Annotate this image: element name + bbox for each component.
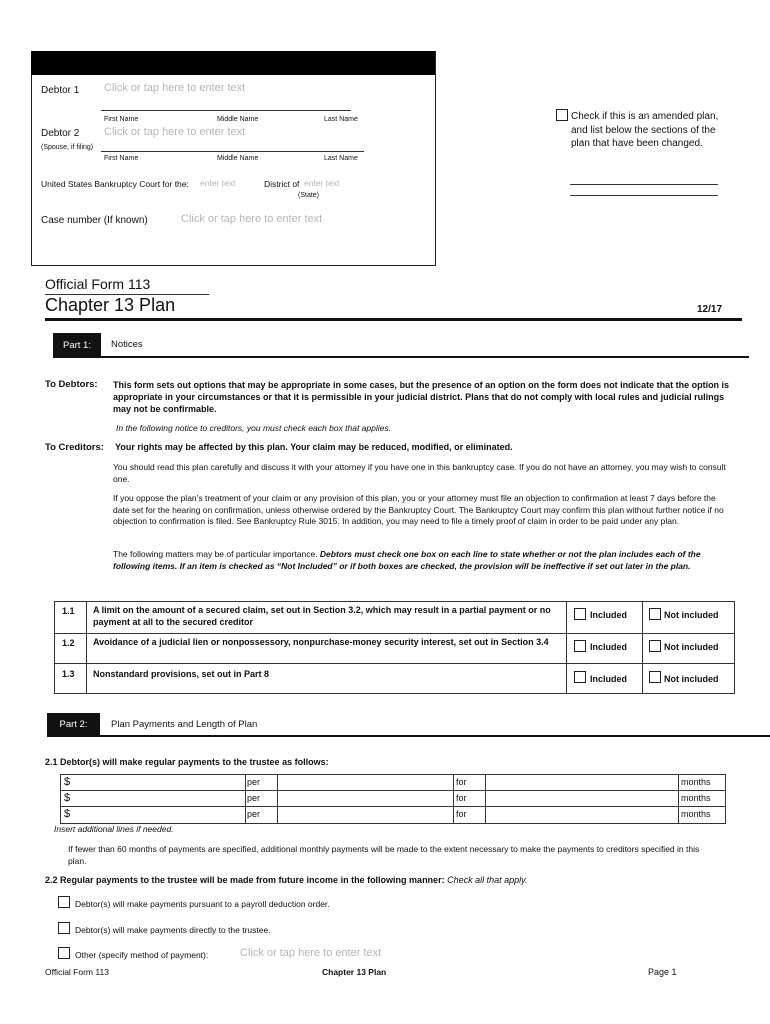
name-col-first: First Name (104, 116, 139, 123)
amended-text: Check if this is an amended plan, and list below the sections of the plan that have been changed. (571, 111, 719, 149)
insert-note: Insert additional lines if needed. (54, 824, 174, 834)
pay-col-sep-4 (485, 775, 486, 823)
pay-dollar-3[interactable]: $ (64, 808, 71, 820)
notice-italic: In the following notice to creditors, you must check each box that applies. (116, 423, 391, 433)
s22-heading (45, 875, 527, 885)
para2: If you oppose the plan’s treatment of your claim or any provision of this plan, you or your attorney must file an objection to confirmation at least 7 days before the date set for the hearing on confirmation, unless otherwise ordered by the Bankruptcy Court. The Bankruptcy Court may confirm this plan without further notice if no objection to confirmation is filed. See Bankruptcy Rule 3015. In addition, you may need to file a timely proof of claim in order to be paid under any plan. (113, 493, 724, 526)
part2-tab: Part 2: (47, 713, 100, 736)
s22-bold: 2.2 Regular payments to the trustee will be made from future income in the following manner: (45, 875, 448, 885)
direct-payment-checkbox[interactable] (58, 922, 70, 934)
district-label: District of (264, 179, 300, 189)
direct-payment-label: Debtor(s) will make payments directly to the trustee. (75, 925, 271, 935)
item1-not-included-label: Not included (664, 610, 719, 620)
amended-checkbox[interactable] (556, 109, 568, 121)
pay-dollar-1[interactable]: $ (64, 776, 71, 788)
form-date: 12/17 (697, 304, 723, 315)
para3-plain: The following matters may be of particular importance. (113, 549, 320, 559)
item-text-2: Avoidance of a judicial lien or nonpossessory, nonpurchase-money security interest, set out in Section 3.4 (93, 637, 549, 647)
state-label: (State) (298, 192, 320, 199)
other-payment-field[interactable]: Click or tap here to enter text (240, 947, 382, 959)
pay-per-1: per (247, 777, 261, 787)
case-number-label: Case number (If known) (41, 215, 148, 226)
to-creditors-text: Your rights may be affected by this plan. Your claim may be reduced, modified, or eliminated. (115, 442, 513, 452)
part1-title: Notices (111, 339, 143, 350)
payroll-deduction-checkbox[interactable] (58, 896, 70, 908)
debtor-box-header-bar (31, 51, 435, 75)
name-col-first-2: First Name (104, 155, 139, 162)
item2-not-included-label: Not included (664, 642, 719, 652)
item1-included-label: Included (590, 610, 628, 620)
item2-included-checkbox[interactable] (574, 640, 586, 652)
item2-not-included-checkbox[interactable] (649, 640, 661, 652)
footer-page: Page 1 (648, 967, 677, 977)
case-number-field[interactable]: Click or tap here to enter text (181, 213, 323, 225)
pay-months-1: months (681, 777, 711, 787)
amended-line-2 (570, 195, 718, 196)
form-name: Official Form 113 (45, 276, 151, 292)
item-col-div-2 (566, 601, 567, 694)
item-col-div-1 (86, 601, 87, 694)
part2-rule (47, 735, 770, 737)
item1-included-checkbox[interactable] (574, 608, 586, 620)
debtor1-name-field[interactable]: Click or tap here to enter text (104, 82, 246, 94)
pay-months-2: months (681, 793, 711, 803)
para1: You should read this plan carefully and discuss it with your attorney if you have one in this bankruptcy case. If you do not have an attorney, you may wish to consult one. (113, 462, 726, 484)
pay-col-sep-5 (678, 775, 679, 823)
item3-not-included-checkbox[interactable] (649, 671, 661, 683)
debtor1-label: Debtor 1 (41, 85, 80, 96)
pay-row-sep-2 (61, 806, 725, 807)
footer-title: Chapter 13 Plan (322, 967, 387, 977)
part1-tab: Part 1: (53, 333, 101, 357)
pay-for-3: for (456, 809, 467, 819)
payroll-deduction-label: Debtor(s) will make payments pursuant to a payroll deduction order. (75, 899, 330, 909)
debtor2-label: Debtor 2 (41, 128, 80, 139)
name-col-last-2: Last Name (324, 155, 358, 162)
to-debtors-text: This form sets out options that may be appropriate in some cases, but the presence of an option on the form does not indicate that the option is appropriate in your circumstances or that it is permissible in your judicial district. Plans that do not comply with local rules and judicial rulings may not be confirmable. (113, 380, 730, 414)
item1-not-included-checkbox[interactable] (649, 608, 661, 620)
pay-col-sep-2 (277, 775, 278, 823)
other-payment-label: Other (specify method of payment): (75, 950, 209, 960)
debtor2-name-field[interactable]: Click or tap here to enter text (104, 126, 246, 138)
item-text-1: A limit on the amount of a secured claim, set out in Section 3.2, which may result in a partial payment or no payment at all to the secured creditor (93, 605, 551, 627)
pay-for-1: for (456, 777, 467, 787)
pay-for-2: for (456, 793, 467, 803)
court-field[interactable]: enter text (200, 178, 236, 188)
part1-rule (53, 356, 749, 358)
pay-col-sep-3 (453, 775, 454, 823)
other-payment-checkbox[interactable] (58, 947, 70, 959)
pay-months-3: months (681, 809, 711, 819)
payments-table (60, 774, 726, 824)
para3-bold: Debtors must check one box on each line to state whether or not the plan includes each of the following items. If an item is checked as “Not Included” or if both boxes are checked, the provision will be ineffective if set out later in the plan. (113, 549, 701, 571)
fewer-note: If fewer than 60 months of payments are specified, additional monthly payments will be made to the extent necessary to make the payments to creditors specified in this plan. (68, 844, 700, 866)
pay-dollar-2[interactable]: $ (64, 792, 71, 804)
to-creditors-label: To Creditors: (45, 442, 104, 453)
name-col-last: Last Name (324, 116, 358, 123)
debtor2-sub: (Spouse, if filing) (41, 144, 94, 151)
title-rule (45, 318, 742, 321)
item-num-3: 1.3 (62, 669, 75, 679)
district-field[interactable]: enter text (304, 178, 340, 188)
name-col-middle-2: Middle Name (217, 155, 259, 162)
item-num-2: 1.2 (62, 638, 75, 648)
debtor1-name-line (101, 110, 351, 111)
name-col-middle: Middle Name (217, 116, 259, 123)
item-text-3: Nonstandard provisions, set out in Part 8 (93, 669, 270, 679)
s22-italic: Check all that apply. (447, 875, 528, 885)
part2-title: Plan Payments and Length of Plan (111, 719, 258, 730)
para3 (113, 549, 728, 572)
form-title: Chapter 13 Plan (45, 295, 176, 315)
item-col-div-3 (642, 601, 643, 694)
s21-heading: 2.1 Debtor(s) will make regular payments to the trustee as follows: (45, 757, 329, 767)
footer-form-name: Official Form 113 (45, 967, 109, 977)
pay-per-2: per (247, 793, 261, 803)
amended-line-1 (570, 184, 718, 185)
court-label: United States Bankruptcy Court for the: (41, 179, 189, 189)
to-debtors-label: To Debtors: (45, 379, 98, 390)
item-num-1: 1.1 (62, 606, 75, 616)
pay-per-3: per (247, 809, 261, 819)
item2-included-label: Included (590, 642, 628, 652)
item3-included-checkbox[interactable] (574, 671, 586, 683)
pay-col-sep-1 (245, 775, 246, 823)
debtor2-name-line (101, 151, 364, 152)
pay-row-sep-1 (61, 790, 725, 791)
item3-included-label: Included (590, 674, 628, 684)
item3-not-included-label: Not included (664, 674, 719, 684)
